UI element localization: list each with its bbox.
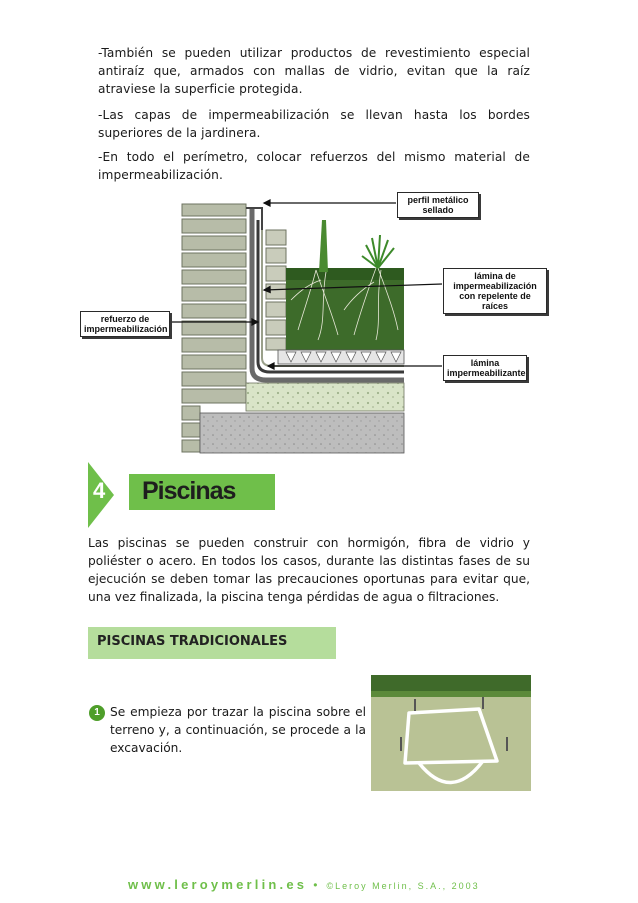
plant-stem [319,220,328,272]
step-number-badge: 1 [89,705,105,721]
footer [128,876,480,894]
callout-perfil-metalico: perfil metálico sellado [397,192,479,218]
section-number: 4 [93,478,106,503]
section-intro: Las piscinas se pueden construir con hormigón, fibra de vidrio y poliéster o acero. En todos los casos, durante las distintas fases de su ejecución se deben tomar las precauciones oportunas para evitar que, una vez finalizada, la piscina tenga pérdidas de agua o filtraciones. [88,536,530,604]
callout-refuerzo: refuerzo de impermeabilización [80,311,170,337]
soil-layer [286,268,404,352]
callout-lamina-impermeabilizante: lámina impermeabilizante [443,355,527,381]
callout-lamina-impermeabilizacion: lámina de impermeabilización con repelente de raíces [443,268,547,314]
step-text: Se empieza por trazar la piscina sobre el terreno y, a continuación, se procede a la excavación. [110,705,366,755]
footer-url[interactable]: www.leroymerlin.es [128,877,308,892]
paragraph-capas: -Las capas de impermeabilización se llevan hasta los bordes superiores de la jardinera. [98,108,530,140]
section-title: Piscinas [142,477,236,505]
subsection-title: PISCINAS TRADICIONALES [97,634,288,649]
paragraph-perimetro: -En todo el perímetro, colocar refuerzos del mismo material de impermeabilización. [98,150,530,182]
gravel-base [246,383,404,411]
footer-separator: • [313,878,318,892]
pool-excavation-illustration [371,675,531,791]
plant-leaves [362,235,394,268]
paragraph-antiraiz: -También se pueden utilizar productos de revestimiento especial antiraíz que, armados con mallas de vidrio, evitan que la raíz atraviese la superficie protegida. [98,46,530,96]
footer-copyright: ©Leroy Merlin, S.A., 2003 [326,881,480,891]
concrete-slab [200,413,404,453]
